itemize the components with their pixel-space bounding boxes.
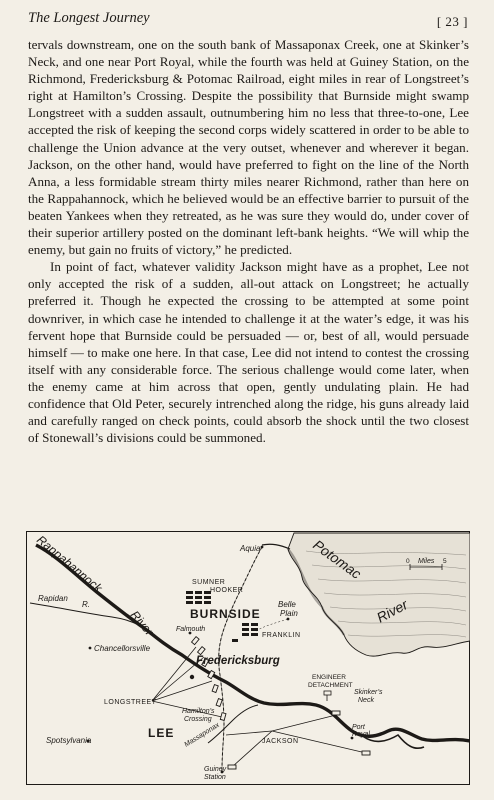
- label-guiney: Guiney: [204, 766, 227, 773]
- page-number: [ 23 ]: [436, 14, 468, 29]
- label-falmouth: Falmouth: [176, 626, 206, 633]
- label-hamiltons: Hamilton’s: [182, 708, 215, 715]
- running-head: The Longest Journey: [28, 10, 150, 26]
- label-skinkers: Skinker’s: [354, 689, 383, 696]
- label-potomac-river: River: [373, 596, 411, 626]
- label-longstreet: LONGSTREET: [104, 699, 157, 706]
- paragraph-2: In point of fact, whatever validity Jackson might have as a prophet, Lee not only accepted the risk of a sudden, all-out attack on Longstreet; he actually preferred it. Though he expected the crossing to be attempted at some point downriver, in which case he intended to challenge it at the water’s edge, it was his fervent hope that Burnside could be persuaded — or, best of all, would persuade himself — to make one here. In that case, Lee did not intend to contest the crossing itself with any considerable force. The serious challenge would come later, when the enemy came at him across that open, gently undulating plain. He had confidence that Old Peter, securely intrenched along the ridge, his guns already laid and carefully ranged on check points, could absorb the shock until the two closest of Stonewall’s divisions could be summoned.: [28, 259, 469, 446]
- label-detachment: DETACHMENT: [308, 682, 353, 689]
- label-lee: LEE: [148, 726, 175, 740]
- label-fredericksburg: Fredericksburg: [196, 655, 280, 667]
- label-chancellorsville: Chancellorsville: [94, 644, 151, 653]
- label-spotsylvania: Spotsylvania: [46, 736, 92, 745]
- map-illustration: [26, 531, 470, 785]
- label-potomac: Potomac: [310, 536, 365, 582]
- label-crossing: Crossing: [184, 716, 212, 723]
- battle-map: [26, 531, 470, 785]
- label-rapidan: Rapidan: [38, 594, 68, 603]
- scale-five: 5: [443, 558, 447, 565]
- label-royal: Royal: [352, 731, 370, 738]
- label-rappahannock-river: River: [127, 607, 157, 639]
- label-engineer: ENGINEER: [312, 674, 346, 681]
- label-massaponax: Massaponax: [183, 721, 221, 749]
- label-hooker: HOOKER: [210, 587, 244, 594]
- scale-label: Miles: [418, 558, 435, 565]
- label-franklin: FRANKLIN: [262, 632, 301, 639]
- label-port: Port: [352, 724, 365, 731]
- label-rappahannock: Rappahannock: [34, 532, 105, 596]
- label-rapidan-r: R.: [82, 600, 90, 609]
- label-belle: Belle: [278, 600, 296, 609]
- body-text: [28, 36, 469, 446]
- label-burnside: BURNSIDE: [190, 607, 261, 621]
- label-plain: Plain: [280, 609, 298, 618]
- label-neck: Neck: [358, 697, 374, 704]
- label-aquia: Aquia: [240, 544, 261, 553]
- label-sumner: SUMNER: [192, 579, 226, 586]
- label-jackson: JACKSON: [262, 738, 299, 745]
- scale-zero: 0: [406, 558, 410, 565]
- page-header: [28, 10, 468, 34]
- label-station: Station: [204, 774, 226, 781]
- paragraph-1: tervals downstream, one on the south bank of Massaponax Creek, one at Skinker’s Neck, and one near Port Royal, while the fourth was held at Guiney Station, on the Richmond, Fredericksburg & Potomac Railroad, eight miles in rear of Longstreet’s right at Hamilton’s Crossing. Despite the possibility that Burnside might swamp Longstreet with a sudden assault, outnumbering him no less that three-to-one, Lee accepted the risk of keeping the second corps widely scattered in order to be able to challenge the Union advance at the very outset, whenever and wherever it began. Jackson, on the other hand, would have preferred to fight on the line of the North Anna, a less formidable stream thirty miles nearer Richmond, rather than here on the Rappahannock, which he believed would be an effective barrier to pursuit of the beaten Yankees when they retreated, as he was sure they would do, under cover of their superior artillery posted on the dominant left-bank heights. “We will whip the enemy, but gain no fruits of victory,” he predicted.: [28, 37, 469, 258]
